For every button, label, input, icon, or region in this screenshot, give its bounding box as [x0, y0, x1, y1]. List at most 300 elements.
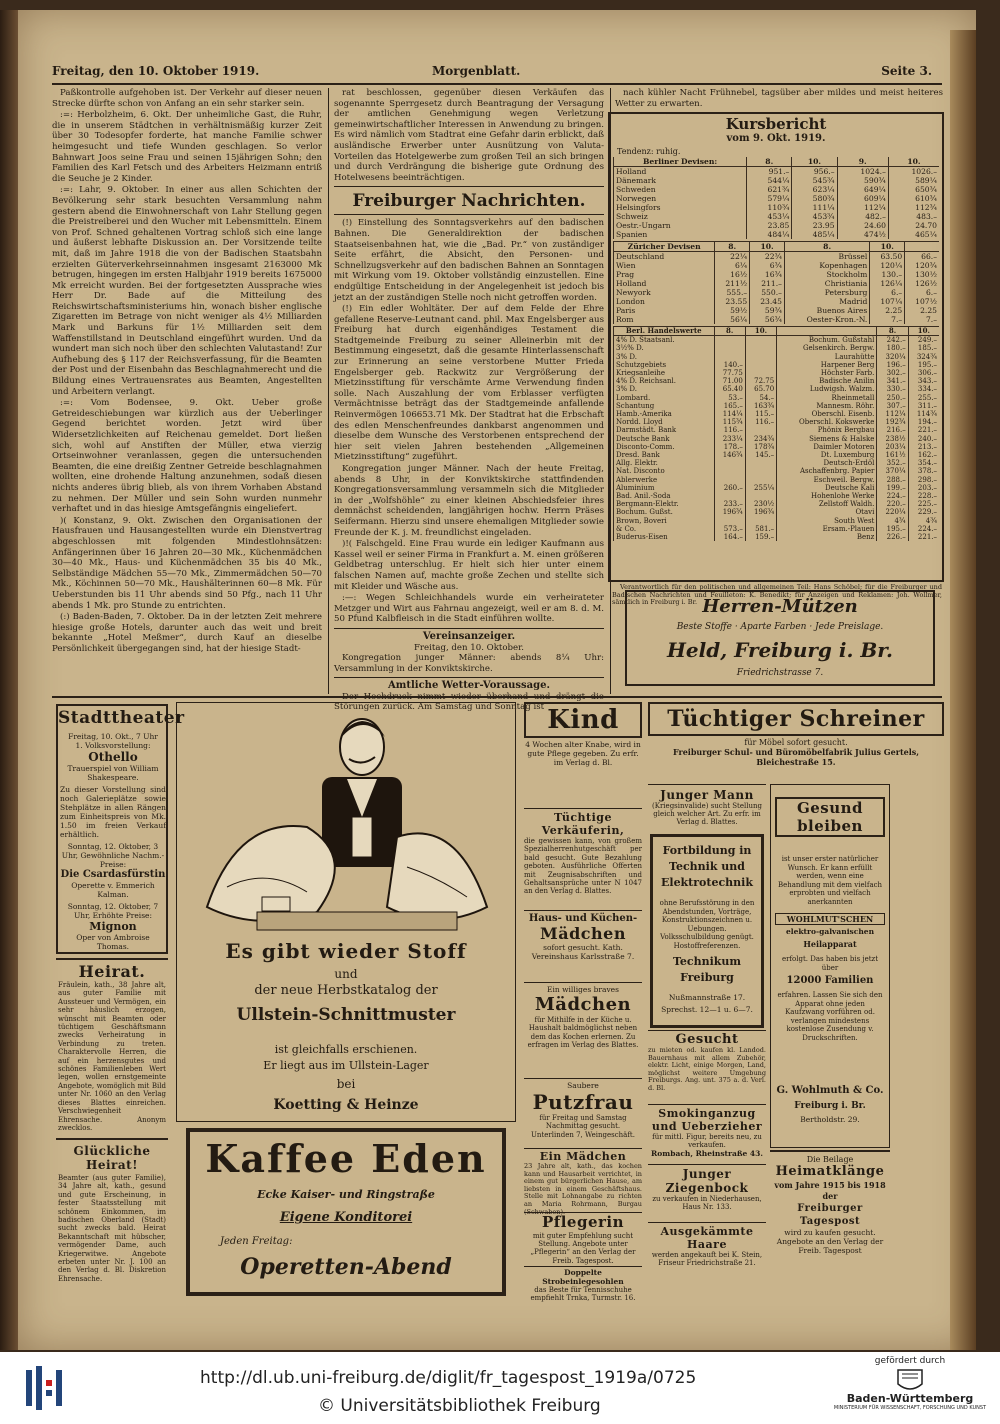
- table-row: [614, 194, 940, 203]
- ad-title-line: Fortbildung in: [662, 844, 752, 857]
- tendenz: Tendenz: ruhig.: [617, 147, 681, 156]
- ad-brand: elektro-galvanischen: [785, 927, 875, 936]
- ad-text: (Kriegsinvalide) sucht Stellung gleich welcher Art. Zu erfr. im Verlag d. Blattes.: [652, 802, 762, 827]
- table-cell: 161½: [877, 451, 908, 459]
- ad-title: Freiburger Tagespost: [797, 1203, 863, 1227]
- table-cell: [714, 492, 745, 500]
- table-row: [614, 533, 940, 541]
- ad-address: Friedrichstrasse 7.: [736, 668, 824, 678]
- table-cell: 72.75: [745, 377, 776, 385]
- article-paragraph: rat beschlossen, gegenüber diesen Verkäufen das sogenannte Sperrgesetz durch Beantragung der Versagung der amtlichen Genehmigung wegen Verletzung gemeinwirtschaftlicher Interessen in Anwendung zu bringen. Es wird nämlich vom Stadtrat eine Gefahr darin erblickt, daß ausländische Erwerber unter Ausnützung von Valuta-Vorteilen das Hotelgewerbe zum großen Teil an sich bringen und durch Verdrängung die bisherige gute Ordnung des Hotelwesens beeinträchtigen.: [334, 88, 604, 183]
- table-cell: 24.70: [888, 221, 939, 230]
- table-cell: 195.–: [908, 361, 939, 369]
- table-cell: Benz: [777, 533, 877, 541]
- ad-text: wird zu kaufen gesucht. Angebote an den Verlag der Freib. Tagespost: [776, 1228, 884, 1255]
- article-paragraph: :=: Herbolzheim, 6. Okt. Der unheimliche Gast, die Ruhr, die in unserem Städtchen in verhältnismäßig kurzer Zeit über 30 Todesopfer forderte, hat manche Familie schwer heimgesucht und tiefe Wunden geschlagen. So verlor Bahnwart Joos seine Frau und seinen 15jährigen Sohn; den Familien des Karl Fetsch und des Arbeiters Heizmann entriß die Seuche je 2 Kinder.: [52, 110, 322, 184]
- table-cell: Bad. Anil.-Soda: [614, 492, 715, 500]
- table-cell: 220¼: [877, 508, 908, 516]
- table-cell: 146¾: [714, 451, 745, 459]
- table-cell: Stockholm: [784, 270, 869, 279]
- weather-continued: [615, 88, 943, 110]
- article-paragraph: Paßkontrolle aufgehoben ist. Der Verkehr auf dieser neuen Strecke dürfte schon von Anfang an ein sehr starker sein.: [52, 88, 322, 109]
- table-cell: 56¼: [715, 315, 750, 324]
- table-row: [614, 394, 940, 402]
- ad-heirat: [56, 958, 168, 1136]
- table-cell: Hamb.-Amerika: [614, 410, 715, 418]
- ad-line: Die Beilage: [806, 1155, 854, 1164]
- ad-glueckliche-heirat: [56, 1138, 168, 1298]
- table-header-cell: Berl. Handelswerte: [614, 327, 715, 336]
- table-cell: [745, 353, 776, 361]
- table-cell: Kriegsanleihe: [614, 369, 715, 377]
- viewer-footer: [0, 1352, 1000, 1424]
- table-row: [614, 261, 940, 270]
- table-cell: 229.–: [908, 508, 939, 516]
- ad-ullstein: [176, 702, 516, 1122]
- table-cell: Oberschl. Kokswerke: [777, 418, 877, 426]
- table-cell: 110¾: [747, 203, 792, 212]
- ad-junger-mann: [648, 784, 766, 832]
- table-row: [614, 369, 940, 377]
- ad-line: Ein williges braves: [547, 985, 619, 994]
- table-cell: Dänemark: [614, 176, 747, 185]
- table-cell: 59¾: [750, 306, 785, 315]
- table-cell: 1024.–: [837, 167, 888, 177]
- ad-text: zu verkaufen in Niederhausen, Haus Nr. 133.: [652, 1195, 762, 1212]
- table-cell: 306.–: [908, 369, 939, 377]
- table-cell: 16¾: [750, 270, 785, 279]
- ad-title: Glückliche Heirat!: [73, 1144, 151, 1172]
- table-cell: London: [614, 297, 715, 306]
- table-cell: 4¾: [877, 517, 908, 525]
- ad-title: Kind: [524, 702, 642, 738]
- table-cell: 311.–: [908, 402, 939, 410]
- ad-title: Doppelte Strobeinlegesohlen: [542, 1268, 624, 1286]
- table-cell: 159.–: [745, 533, 776, 541]
- ad-text: erfolgt. Das haben bis jetzt über: [781, 955, 879, 972]
- header-edition: Morgenblatt.: [432, 64, 521, 78]
- ad-title: Haus- und Küchen-: [528, 913, 638, 924]
- table-cell: 107½: [905, 297, 939, 306]
- article-paragraph: (!) Einstellung des Sonntagsverkehrs auf den badischen Bahnen. Die Generaldirektion der badischen Staatseisenbahnen hat, wie die „Bad. Pr.“ von zuständiger Seite erfährt, die Absicht, den Personen- und Schnellzugsverkehr auf den badischen Bahnen an Sonntagen mit Wirkung vom 19. Oktober vollständig einzustellen. Eine endgültige Entscheidung in der Angelegenheit ist jedoch bis jetzt an der zuständigen Stelle noch nicht getroffen worden.: [334, 218, 604, 303]
- ad-company: Held, Freiburg i. Br.: [667, 638, 893, 662]
- table-cell: Brown, Boveri: [614, 517, 715, 525]
- ad-text: sofort gesucht. Kath. Vereinshaus Karlsstraße 7.: [531, 943, 635, 961]
- table-cell: 324¾: [908, 353, 939, 361]
- table-cell: Deutsch-Erdöl: [777, 459, 877, 467]
- ad-highlight: Operetten-Abend: [240, 1254, 452, 1280]
- table-cell: 66.–: [905, 252, 939, 262]
- ad-line: Operette v. Emmerich Kalman.: [71, 881, 155, 899]
- table-cell: 54.–: [745, 394, 776, 402]
- ad-title: Junger Mann: [660, 788, 754, 802]
- table-cell: 650¾: [888, 185, 939, 194]
- table-cell: 216.–: [877, 426, 908, 434]
- table-row: [614, 385, 940, 393]
- table-cell: Harpener Berg: [777, 361, 877, 369]
- table-cell: 6¼: [715, 261, 750, 270]
- table-cell: [714, 467, 745, 475]
- ad-text: Beamter (aus guter Familie), 34 Jahre alt, kath., gesund und gute Erscheinung, in fester Staatsstellung mit schönem Einkommen, im badischen Oberland (Stadt) sucht zwecks bald. Heirat Bekanntschaft mit hübscher, vermögender Dame, auch Kriegerwitwe. Angebote erbeten unter Nr. J. 100 an den Verlag d. Bl. Diskretion Ehrensache.: [58, 1174, 166, 1283]
- table-cell: 228.–: [908, 492, 939, 500]
- table-cell: 2.25: [870, 306, 905, 315]
- table-cell: [745, 361, 776, 369]
- ad-smoking: [648, 1104, 766, 1162]
- table-cell: 112¼: [837, 203, 888, 212]
- ad-title: Kaffee Eden: [205, 1136, 487, 1181]
- table-header-cell: 8.: [714, 327, 745, 336]
- table-cell: 343.–: [908, 377, 939, 385]
- table-cell: Laurahütte: [777, 353, 877, 361]
- table-cell: 178¾: [745, 443, 776, 451]
- ad-text: die gewissen kann, von großem Spezialherrenhutgeschäft per bald gesucht. Gute Bezahlung geboten. Ausführliche Offerten mit Zeugnisabschriften und Gehaltsansprüche unter N 1047 an den Verlag d. Blattes.: [524, 837, 642, 896]
- table-cell: 23.95: [792, 221, 837, 230]
- table-cell: 23.55: [715, 297, 750, 306]
- table-cell: 3½% D.: [614, 344, 715, 352]
- ad-stadttheater: [56, 704, 185, 954]
- table-cell: [745, 459, 776, 467]
- table-cell: 474½: [837, 230, 888, 239]
- ad-text: zu mieten od. kaufen kl. Landod. Bauernhaus mit allem Zubehör, elektr. Licht, einige Morgen, Land, möglichst weitere Umgebung Freiburgs. Ang. unt. 375 a. d. Verl. d. Bl.: [648, 1046, 766, 1092]
- ad-hausmaedchen: [524, 910, 642, 980]
- table-cell: Bochum. Gußstahl: [777, 336, 877, 345]
- ad-text: für mittl. Figur, bereits neu, zu verkaufen.: [652, 1133, 762, 1150]
- ad-gesucht: [648, 1030, 766, 1102]
- vereins-title: Vereinsanzeiger.: [422, 630, 516, 642]
- table-row: [614, 451, 940, 459]
- article-paragraph: (:) Baden-Baden, 7. Oktober. Da in der letzten Zeit mehrere hiesige große Hotels, darunter auch das weit und breit bekannte „Hotel Meßmer“, durch Kauf an dieselbe Persönlichkeit übergegangen sind, hat der hiesige Stadt-: [52, 612, 322, 654]
- table-cell: 3% D.: [614, 353, 715, 361]
- table-cell: Paris: [614, 306, 715, 315]
- table-cell: 196.–: [877, 361, 908, 369]
- ad-company: Technikum: [672, 955, 742, 968]
- ad-subtitle: Beste Stoffe · Aparte Farben · Jede Preislage.: [676, 622, 884, 632]
- ad-strobsohlen: [524, 1266, 642, 1303]
- table-cell: 352.–: [877, 459, 908, 467]
- funding-ministry: MINISTERIUM FÜR WISSENSCHAFT, FORSCHUNG UND KUNST: [833, 1405, 987, 1411]
- table-row: [614, 288, 940, 297]
- ad-text: erfahren. Lassen Sie sich den Apparat ohne jeden Kaufzwang vorführen od. verlangen mindestens kostenlose Zusendung v. Druckschriften.: [777, 991, 883, 1042]
- table-cell: Brüssel: [784, 252, 869, 262]
- table-cell: 302.–: [877, 369, 908, 377]
- table-cell: 545¾: [792, 176, 837, 185]
- ad-brand: Ullstein-Schnittmuster: [236, 1005, 456, 1025]
- play-title: Mignon: [89, 920, 137, 933]
- table-cell: Deutsche Kali: [777, 484, 877, 492]
- table-row: [614, 270, 940, 279]
- table-row: [614, 297, 940, 306]
- table-cell: 320¼: [877, 353, 908, 361]
- ad-title: Stadttheater: [58, 708, 185, 728]
- table-cell: 951.–: [747, 167, 792, 177]
- ad-title: Herren-Mützen: [702, 596, 858, 617]
- table-cell: 465¼: [888, 230, 939, 239]
- kursbericht-title: Kursbericht: [725, 115, 827, 133]
- table-cell: 221.–: [908, 533, 939, 541]
- table-cell: 163¾: [745, 402, 776, 410]
- table-row: [614, 361, 940, 369]
- table-cell: 242.–: [877, 336, 908, 345]
- ad-title: Mädchen: [540, 924, 626, 943]
- table-cell: 162.–: [908, 451, 939, 459]
- table-cell: 378.–: [908, 467, 939, 475]
- table-cell: [745, 336, 776, 345]
- article-paragraph: :—: Wegen Schleichhandels wurde ein verheirateter Metzger und Wirt aus Fahrnau angezeigt, weil er am 8. d. M. 50 Pfund Kalbfleisch in die Stadt einführen wollte.: [334, 593, 604, 625]
- ad-line: Freitag, 10. Okt., 7 Uhr: [68, 732, 158, 741]
- table-cell: 4% D. Staatsanl.: [614, 336, 715, 345]
- ad-kind: [524, 702, 642, 808]
- table-cell: 589¼: [888, 176, 939, 185]
- table-cell: Ablerwerke: [614, 476, 715, 484]
- table-row: [614, 252, 940, 262]
- table-row: [614, 508, 940, 516]
- table-cell: 249.–: [908, 336, 939, 345]
- table-cell: 220.–: [877, 500, 908, 508]
- ad-text: ist unser erster natürlicher Wunsch. Er kann erfüllt werden, wenn eine Behandlung mit dem vielfach erprobten und vielfach anerkannten: [777, 855, 883, 906]
- table-cell: 140.–: [714, 361, 745, 369]
- table-cell: Spanien: [614, 230, 747, 239]
- table-cell: 250.–: [877, 394, 908, 402]
- table-cell: 22¼: [715, 252, 750, 262]
- table-cell: Nordd. Lloyd: [614, 418, 715, 426]
- table-cell: 203.–: [908, 484, 939, 492]
- table-cell: 7.–: [870, 315, 905, 324]
- table-cell: 610¾: [888, 194, 939, 203]
- table-row: [614, 230, 940, 239]
- table-cell: 107¼: [870, 297, 905, 306]
- ad-text: für Mithilfe in der Küche u. Haushalt baldmöglichst neben dem das Kochen erlernen. Zu erfragen im Verlag des Blattes.: [527, 1016, 639, 1050]
- funding-logo: [820, 1356, 1000, 1422]
- play-title: Othello: [88, 750, 138, 764]
- table-cell: Mannesm. Röhr.: [777, 402, 877, 410]
- table-cell: 65.70: [745, 385, 776, 393]
- weather-title: Amtliche Wetter-Voraussage.: [388, 680, 550, 692]
- table-row: [614, 167, 940, 177]
- ad-city: Freiburg: [680, 971, 734, 984]
- table-cell: [714, 336, 745, 345]
- table-cell: 112¾: [888, 203, 939, 212]
- table-cell: [745, 426, 776, 434]
- ad-line: Saubere: [567, 1081, 599, 1090]
- header-date: Freitag, den 10. Oktober 1919.: [52, 64, 260, 78]
- article-paragraph: :=: Vom Bodensee, 9. Okt. Ueber große Getreideschiebungen war kürzlich aus der Ueberlinger Gegend berichtet worden. Jetzt wird über Widersetzlichkeiten auf Reichenau gemeldet. Dort ließen sich, wohl auf Anstiften der Müller, etwa vierzig Ortseinwohner veranlassen, gegen die untersuchenden Beamten, die eine dreißig Zentner Getreide beschlagnahmen wollten, eine drohende Haltung anzunehmen, sodaß diesen nichts anderes übrig blieb, als von ihrem Vorhaben Abstand zu nehmen. Der Müller und sein Sohn wurden nunmehr verhaftet und in das hiesige Amtsgefängnis eingeliefert.: [52, 398, 322, 515]
- ad-text: 4 Wochen alter Knabe, wird in gute Pflege gegeben. Zu erfr. im Verlag d. Bl.: [525, 740, 641, 767]
- table-cell: Prag: [614, 270, 715, 279]
- ad-title: Gesucht: [675, 1032, 739, 1047]
- ad-ziegenbock: [648, 1164, 766, 1220]
- verantwortlich-text: Verantwortlich für den politischen und allgemeinen Teil: Hans Schöbel; für die Freiburger und Badischen Nachrichten und Feuilleton: K. Benedikt; für Anzeigen und Reklamen: Joh. Wollmer, sämtlich in Freiburg i. Br.: [612, 583, 942, 606]
- table-cell: Lombard.: [614, 394, 715, 402]
- table-row: [614, 517, 940, 525]
- table-cell: 288.–: [877, 476, 908, 484]
- table-cell: 116.–: [745, 418, 776, 426]
- table-cell: 4¾: [908, 517, 939, 525]
- table-cell: 53.–: [714, 394, 745, 402]
- column-rule: [328, 88, 329, 694]
- ad-line: Ecke Kaiser- und Ringstraße: [257, 1188, 435, 1201]
- table-cell: 203¼: [877, 443, 908, 451]
- table-cell: Otavi: [777, 508, 877, 516]
- table-cell: 240.–: [908, 435, 939, 443]
- table-cell: Darmstädt. Bank: [614, 426, 715, 434]
- header-rule: [52, 83, 942, 85]
- table-cell: [714, 353, 745, 361]
- table-cell: [714, 344, 745, 352]
- table-cell: 211½: [715, 279, 750, 288]
- table-cell: 330.–: [877, 385, 908, 393]
- table-row: [614, 467, 940, 475]
- kursbericht-box: [608, 112, 944, 582]
- table-cell: 233¼: [714, 435, 745, 443]
- table-cell: Helsingfors: [614, 203, 747, 212]
- table-cell: 956.–: [792, 167, 837, 177]
- ad-technikum: [650, 834, 764, 1028]
- ad-company: Koetting & Heinze: [273, 1097, 419, 1113]
- table-row: [614, 306, 940, 315]
- ad-line: Jeden Freitag:: [220, 1236, 293, 1247]
- table-cell: 59½: [715, 306, 750, 315]
- table-cell: 115¾: [714, 418, 745, 426]
- column-2: [334, 88, 604, 713]
- ad-brand: WOHLMUT'SCHEN: [775, 913, 885, 925]
- ad-text: für Freitag und Samstag Nachmittag gesucht. Unterlinden 7, Weingeschäft.: [531, 1114, 635, 1139]
- ad-title-line: Technik und: [669, 860, 745, 873]
- table-cell: 225.–: [908, 500, 939, 508]
- table-cell: 71.00: [714, 377, 745, 385]
- table-cell: 23.45: [750, 297, 785, 306]
- ad-title: Ein Mädchen: [539, 1150, 627, 1163]
- table-cell: 65.40: [714, 385, 745, 393]
- table-cell: Wien: [614, 261, 715, 270]
- table-header-cell: Züricher Devisen: [614, 242, 715, 252]
- table-cell: 116.–: [714, 426, 745, 434]
- table-cell: 298.–: [908, 476, 939, 484]
- ad-line: Trauerspiel von William Shakespeare.: [67, 764, 159, 782]
- table-cell: Ludwigsh. Walzm.: [777, 385, 877, 393]
- table-cell: 1026.–: [888, 167, 939, 177]
- table-cell: [714, 476, 745, 484]
- ad-title: Mädchen: [534, 994, 632, 1015]
- ad-ein-maedchen: [524, 1148, 642, 1216]
- ad-address: Bertholdstr. 29.: [800, 1115, 860, 1124]
- table-cell: [745, 492, 776, 500]
- table-cell: Petersburg: [784, 288, 869, 297]
- table-row: [614, 435, 940, 443]
- table-cell: 6¾: [750, 261, 785, 270]
- table-cell: Rheinmetall: [777, 394, 877, 402]
- article-paragraph: (!) Ein edler Wohltäter. Der auf dem Felde der Ehre gefallene Reserve-Leutnant cand. phil. Max Engelsberger aus Freiburg hat durch eigenhändiges Testament die Stadtgemeinde Freiburg zu seiner Alleinerbin mit der Bestimmung eingesetzt, daß die gesamte Hinterlassenschaft zur Erinnerung an seine verstorbene Mutter Frieda Engelsberger geb. Rackwitz zur Vergrößerung der Mietzinsstiftung für verschämte Arme Verwendung finden solle. Nach Auszahlung der vom Erblasser verfügten Vermächtnisse beträgt das der Stadtgemeinde anfallende Reinvermögen 106653.71 Mk. Der Stadtrat hat die Erbschaft des edlen Menschenfreundes dankbarst angenommen und dieselbe dem Wunsche des Verstorbenen entsprechend der hier seit vielen Jahren bestehenden „Allgemeinen Mietzinsstiftung“ zugeführt.: [334, 304, 604, 463]
- table-cell: 234¾: [745, 435, 776, 443]
- table-cell: [745, 344, 776, 352]
- table-cell: 112¼: [877, 410, 908, 418]
- table-cell: 178.–: [714, 443, 745, 451]
- table-cell: Deutschland: [614, 252, 715, 262]
- permalink[interactable]: http://dl.ub.uni-freiburg.de/diglit/fr_tagespost_1919a/0725: [200, 1368, 697, 1388]
- table-cell: Aluminium: [614, 484, 715, 492]
- ad-line: Er liegt aus im Ullstein-Lager: [263, 1059, 429, 1072]
- table-cell: 77.75: [714, 369, 745, 377]
- table-cell: 555.–: [715, 288, 750, 297]
- ad-title-line: Elektrotechnik: [661, 876, 753, 889]
- table-cell: Bergmann-Elektr.: [614, 500, 715, 508]
- funding-caption: gefördert durch: [874, 1356, 946, 1366]
- ad-line: Zu dieser Vorstellung sind noch Galerieplätze sowie Stehplätze in allen Rängen zum Einheitspreis von Mk. 1.50 im freien Verkauf erhältlich.: [60, 785, 166, 839]
- tailor-illustration: [197, 707, 497, 937]
- table-cell: 621¾: [747, 185, 792, 194]
- table-cell: Disconto-Comm.: [614, 443, 715, 451]
- ad-line: der neue Herbstkatalog der: [254, 983, 438, 998]
- table-row: [614, 203, 940, 212]
- table-cell: 221.–: [908, 426, 939, 434]
- vereins-date: Freitag, den 10. Oktober.: [413, 642, 525, 653]
- article-paragraph: :=: Lahr, 9. Oktober. In einer aus allen Schichten der Bevölkerung sehr stark besuchten Versammlung nahm gestern abend die Einwohnerschaft von Lahr Stellung gegen die Preistreiberei und den Wucher mit Lebensmitteln. Einem von Prof. Schned gehaltenen Vortrag schloß sich eine lange und äußerst lebhafte Diskussion an. Der Vorsitzende teilte mit, daß im Jahre 1918 die von der Badischen Staatsbahn erzielten Güterverkehrseinnahmen insgesamt 2163000 Mk betrugen, hingegen im ersten Halbjahr 1919 bereits 1675000 Mk erreicht wurden. Bei der fortgesetzten Aussprache wies Herr Dr. Bade auf die Mitteilung des Reichswirtschaftsministeriums hin, wonach bisher englische Zigaretten im Betrage von nicht weniger als 4½ Milliarden Mark und Barkuns für 1½ Milliarden seit dem Waffenstillstand in Deutschland eingeführt wurden. Und da wundert man sich noch über den schlechten Valutastand! Zur Aufhebung des § 117 der Reichsverfassung, für die Beamten der Post und der Eisenbahn das Beschlagnahmerecht und die Bildung eines Vertrauensrates aus Beamten, Angestellten und Arbeitern verlangt.: [52, 185, 322, 397]
- table-cell: 192¾: [877, 418, 908, 426]
- table-cell: South West: [777, 517, 877, 525]
- ad-title: Heimatklänge: [775, 1164, 885, 1179]
- table-row: [614, 410, 940, 418]
- table-cell: 196¾: [745, 508, 776, 516]
- table-cell: [745, 476, 776, 484]
- handelswerte-table: [613, 326, 939, 541]
- table-cell: 211.–: [750, 279, 785, 288]
- ad-schreiner: [648, 702, 944, 782]
- table-row: [614, 500, 940, 508]
- table-row: [614, 353, 940, 361]
- table-cell: 609¼: [837, 194, 888, 203]
- table-cell: 195.–: [877, 525, 908, 533]
- table-row: [614, 344, 940, 352]
- table-cell: 2.25: [905, 306, 939, 315]
- table-cell: 623¼: [792, 185, 837, 194]
- table-header-cell: 10.: [750, 242, 785, 252]
- ad-text: Fräulein, kath., 38 Jahre alt, aus guter Familie mit Aussteuer und Vermögen, ein sehr häuslich erzogen, wünscht mit Beamten oder tüchtigem Geschäftsmann zwecks Verheiratung in Verbindung zu treten. Charaktervolle Herren, die auf ein herzensgutes und schönes Familienleben Wert legen, wollen ernstgemeinte Angebote, womöglich mit Bild unter Nr. 1060 an den Verlag dieses Blattes einreichen. Verschwiegenheit Ehrensache. Anonym zwecklos.: [58, 981, 166, 1132]
- ad-text: 23 Jahre alt, kath., das kochen kann und Hausarbeit verrichtet, in einem gut bürgerlichen Hause, am liebsten in einem Geschäftshaus. Stelle mit Lohnangabe zu richten an Maria Rohrmann, Burgau (Schwaben).: [524, 1162, 642, 1216]
- table-cell: Kopenhagen: [784, 261, 869, 270]
- table-cell: 307.–: [877, 402, 908, 410]
- table-cell: Madrid: [784, 297, 869, 306]
- ad-title: Pflegerin: [541, 1213, 624, 1231]
- table-cell: 120¾: [905, 261, 939, 270]
- table-cell: Holland: [614, 167, 747, 177]
- table-cell: 485¼: [792, 230, 837, 239]
- header-page: Seite 3.: [881, 64, 932, 78]
- table-header-cell: 8.: [877, 327, 908, 336]
- table-cell: 22¾: [750, 252, 785, 262]
- table-row: [614, 459, 940, 467]
- table-cell: 130½: [905, 270, 939, 279]
- ad-herren-muetzen: [625, 590, 935, 686]
- table-cell: 185.–: [908, 344, 939, 352]
- table-cell: 581.–: [745, 525, 776, 533]
- ad-line: ist gleichfalls erschienen.: [274, 1043, 418, 1056]
- ad-text: mit guter Empfehlung sucht Stellung. Angebote unter „Pflegerin“ an den Verlag der Freib. Tagespost.: [530, 1232, 636, 1265]
- table-cell: 649¼: [837, 185, 888, 194]
- zuericher-table: [613, 241, 939, 324]
- table-header-cell: Berliner Devisen:: [614, 157, 747, 167]
- table-cell: 255.–: [908, 394, 939, 402]
- table-cell: 4% D. Reichsanl.: [614, 377, 715, 385]
- table-cell: 130.–: [870, 270, 905, 279]
- table-cell: 23.85: [747, 221, 792, 230]
- table-header-cell: 10.: [792, 157, 837, 167]
- table-header-cell: 10.: [745, 327, 776, 336]
- table-cell: 233.–: [714, 500, 745, 508]
- table-cell: 56¾: [750, 315, 785, 324]
- table-cell: 590¾: [837, 176, 888, 185]
- ad-text: ohne Berufsstörung in den Abendstunden, Vorträge, Konstruktionszeichnen u. Uebungen. Volksschulbildung genügt. Hostoffreferenzen.: [659, 899, 755, 950]
- table-cell: 115.–: [745, 410, 776, 418]
- table-row: [614, 279, 940, 288]
